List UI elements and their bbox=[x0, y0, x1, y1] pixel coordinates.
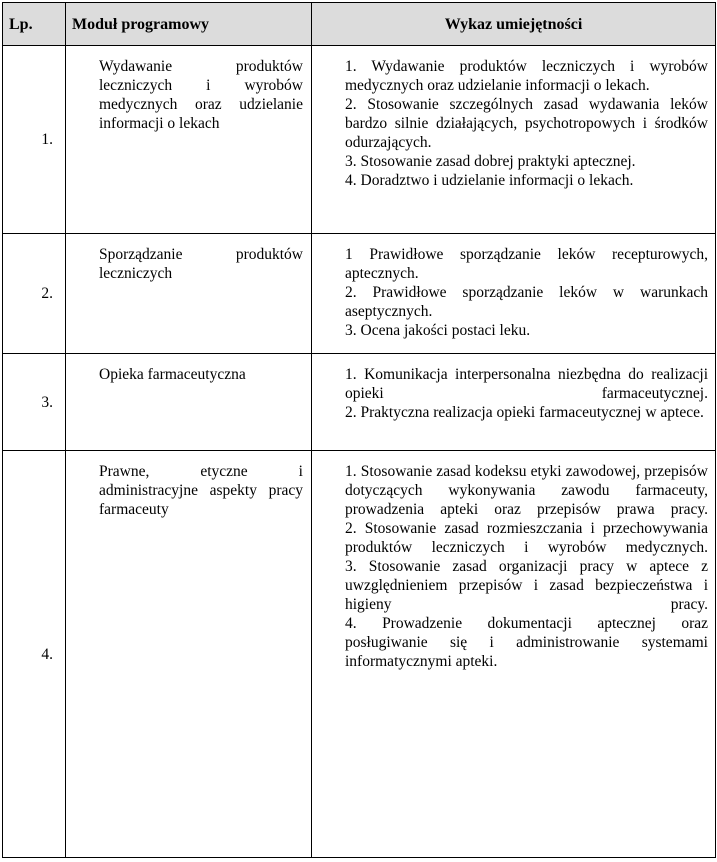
header-module: Moduł programowy bbox=[66, 3, 312, 46]
skill-item: 2. Stosowanie zasad rozmieszczania i przechowywania produktów leczniczych i wyrobów medycznych. bbox=[345, 520, 708, 556]
skills-cell bbox=[312, 234, 716, 354]
skill-item: 1. Komunikacja interpersonalna niezbędna do realizacji opieki farmaceutycznej. bbox=[345, 366, 708, 402]
header-skills-list: Wykaz umiejętności bbox=[312, 3, 716, 46]
table-row bbox=[3, 451, 716, 858]
skill-item: 3. Stosowanie zasad organizacji pracy w aptece z uwzględnieniem przepisów i zasad bezpieczeństwa i higieny pracy. bbox=[345, 558, 708, 613]
header-row bbox=[3, 3, 716, 46]
skills-cell bbox=[312, 354, 716, 451]
row-number: 4. bbox=[3, 451, 66, 858]
module-name: Opieka farmaceutyczna bbox=[66, 354, 312, 451]
skill-item: 3. Stosowanie zasad dobrej praktyki aptecznej. bbox=[345, 153, 636, 170]
skill-item: 1 Prawidłowe sporządzanie leków recepturowych, aptecznych. bbox=[345, 246, 708, 282]
module-name: Wydawanie produktów leczniczych i wyrobów medycznych oraz udzielanie informacji o lekach bbox=[66, 46, 312, 234]
header-lp: Lp. bbox=[3, 3, 66, 46]
table-row bbox=[3, 46, 716, 234]
skill-item: 4. Doradztwo i udzielanie informacji o lekach. bbox=[345, 172, 634, 189]
row-number: 3. bbox=[3, 354, 66, 451]
row-number: 1. bbox=[3, 46, 66, 234]
skill-item: 2. Praktyczna realizacja opieki farmaceutycznej w aptece. bbox=[345, 404, 704, 421]
skill-item: 1. Stosowanie zasad kodeksu etyki zawodowej, przepisów dotyczących wykonywania zawodu farmaceuty, prowadzenia apteki oraz przepisów prawa pracy. bbox=[345, 463, 708, 518]
row-number: 2. bbox=[3, 234, 66, 354]
table-row bbox=[3, 354, 716, 451]
table-row bbox=[3, 234, 716, 354]
skill-item: 4. Prowadzenie dokumentacji aptecznej oraz posługiwanie się i administrowanie systemami informatycznymi apteki. bbox=[345, 615, 708, 670]
skills-cell bbox=[312, 46, 716, 234]
skills-cell bbox=[312, 451, 716, 858]
skill-item: 2. Stosowanie szczególnych zasad wydawania leków bardzo silnie działających, psychotropowych i środków odurzających. bbox=[345, 96, 708, 151]
skill-item: 1. Wydawanie produktów leczniczych i wyrobów medycznych oraz udzielanie informacji o lekach. bbox=[345, 58, 708, 94]
skill-item: 2. Prawidłowe sporządzanie leków w warunkach aseptycznych. bbox=[345, 284, 708, 320]
skills-table bbox=[2, 2, 716, 858]
module-name: Prawne, etyczne i administracyjne aspekty pracy farmaceuty bbox=[66, 451, 312, 858]
skill-item: 3. Ocena jakości postaci leku. bbox=[345, 322, 531, 339]
module-name: Sporządzanie produktów leczniczych bbox=[66, 234, 312, 354]
